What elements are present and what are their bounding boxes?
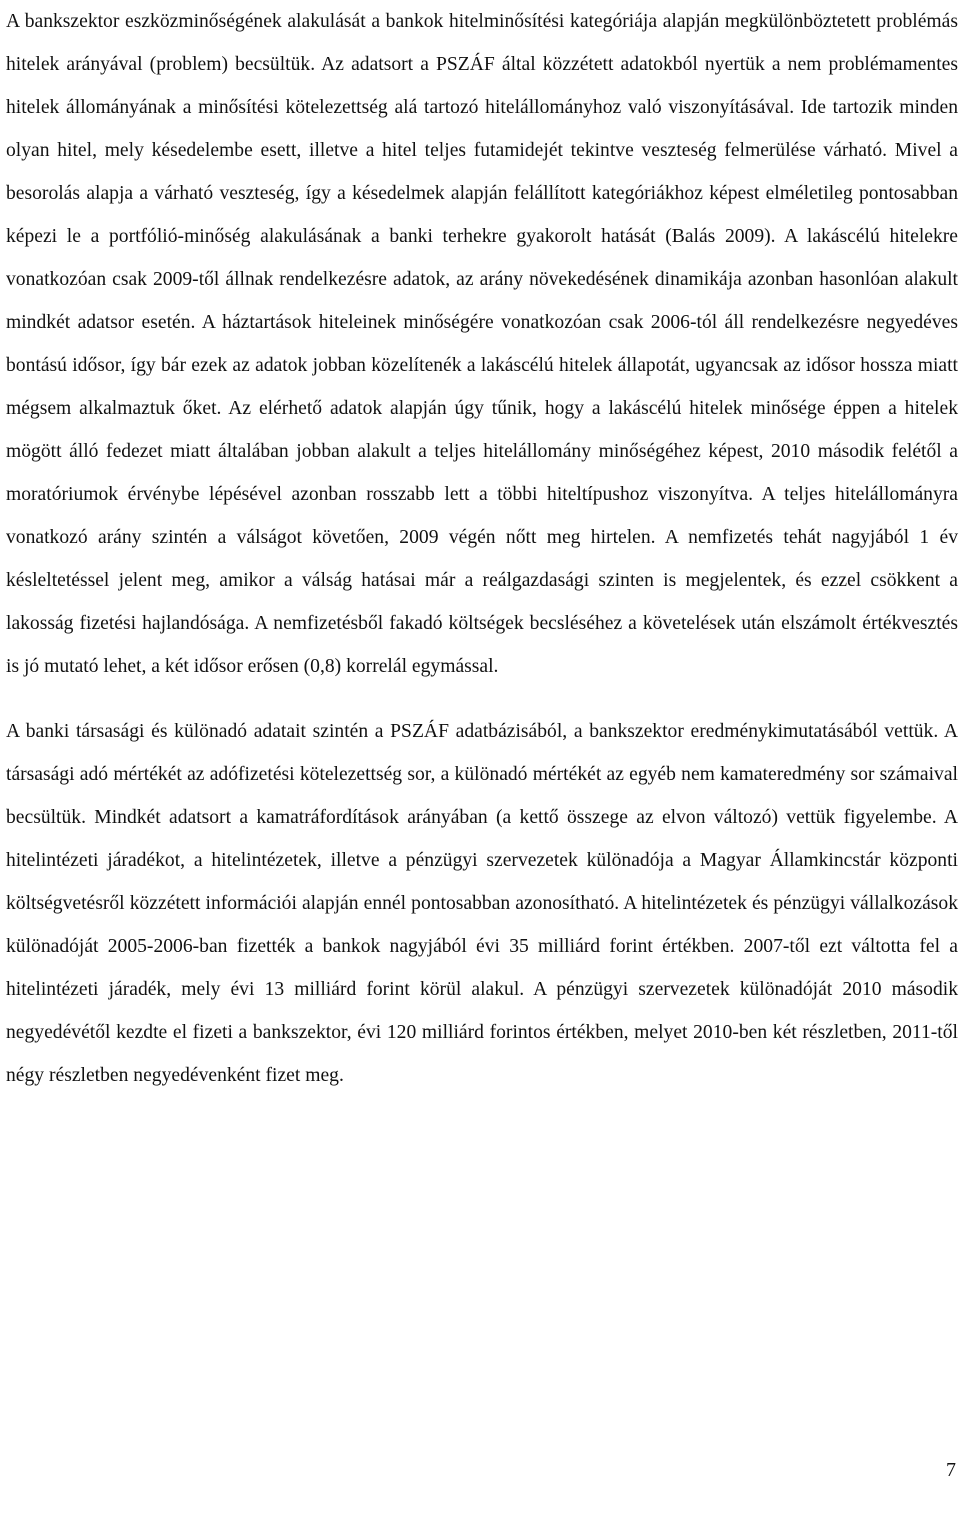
- page-number: 7: [946, 1459, 956, 1481]
- paragraph-problem-loans: A bankszektor eszközminőségének alakulását a bankok hitelminősítési kategóriája alapján megkülönböztetett problémás hitelek arányával (problem) becsültük. Az adatsort a PSZÁF által közzétett adatokból nyertük a nem problémamentes hitelek állományának a minősítési kötelezettség alá tartozó hitelállományhoz való viszonyításával. Ide tartozik minden olyan hitel, mely késedelembe esett, illetve a hitel teljes futamidejét tekintve veszteség felmerülése várható. Mivel a besorolás alapja a várható veszteség, így a késedelmek alapján felállított kategóriákhoz képest elméletileg pontosabban képezi le a portfólió-minőség alakulásának a banki terhekre gyakorolt hatását (Balás 2009). A lakáscélú hitelekre vonatkozóan csak 2009-től állnak rendelkezésre adatok, az arány növekedésének dinamikája azonban hasonlóan alakult mindkét adatsor esetén. A háztartások hiteleinek minőségére vonatkozóan csak 2006-tól áll rendelkezésre negyedéves bontású idősor, így bár ezek az adatok jobban közelítenék a lakáscélú hitelek állapotát, ugyancsak az idősor hossza miatt mégsem alkalmaztuk őket. Az elérhető adatok alapján úgy tűnik, hogy a lakáscélú hitelek minősége éppen a hitelek mögött álló fedezet miatt általában jobban alakult a teljes hitelállomány minőségéhez képest, 2010 második felétől a moratóriumok érvénybe lépésével azonban rosszabb lett a többi hiteltípushoz viszonyítva. A teljes hitelállományra vonatkozó arány szintén a válságot követően, 2009 végén nőtt meg hirtelen. A nemfizetés tehát nagyjából 1 év késleltetéssel jelent meg, amikor a válság hatásai már a reálgazdasági szinten is megjelentek, és ezzel csökkent a lakosság fizetési hajlandósága. A nemfizetésből fakadó költségek becsléséhez a követelések után elszámolt értékvesztés is jó mutató lehet, a két idősor erősen (0,8) korrelál egymással.: [6, 11, 958, 677]
- document-page: [6, 0, 958, 1097]
- paragraph-bank-taxes: A banki társasági és különadó adatait szintén a PSZÁF adatbázisából, a bankszektor eredménykimutatásából vettük. A társasági adó mértékét az adófizetési kötelezettség sor, a különadó mértékét az egyéb nem kamateredmény sor számaival becsültük. Mindkét adatsort a kamatráfordítások arányában (a kettő összege az elvon változó) vettük figyelembe. A hitelintézeti járadékot, a hitelintézetek, illetve a pénzügyi szervezetek különadója a Magyar Államkincstár központi költségvetésről közzétett információi alapján ennél pontosabban azonosítható. A hitelintézetek és pénzügyi vállalkozások különadóját 2005-2006-ban fizették a bankok nagyjából évi 35 milliárd forint értékben. 2007-től ezt váltotta fel a hitelintézeti járadék, mely évi 13 milliárd forint körül alakul. A pénzügyi szervezetek különadóját 2010 második negyedévétől kezdte el fizeti a bankszektor, évi 120 milliárd forintos értékben, melyet 2010-ben két részletben, 2011-től négy részletben negyedévenként fizet meg.: [6, 721, 958, 1086]
